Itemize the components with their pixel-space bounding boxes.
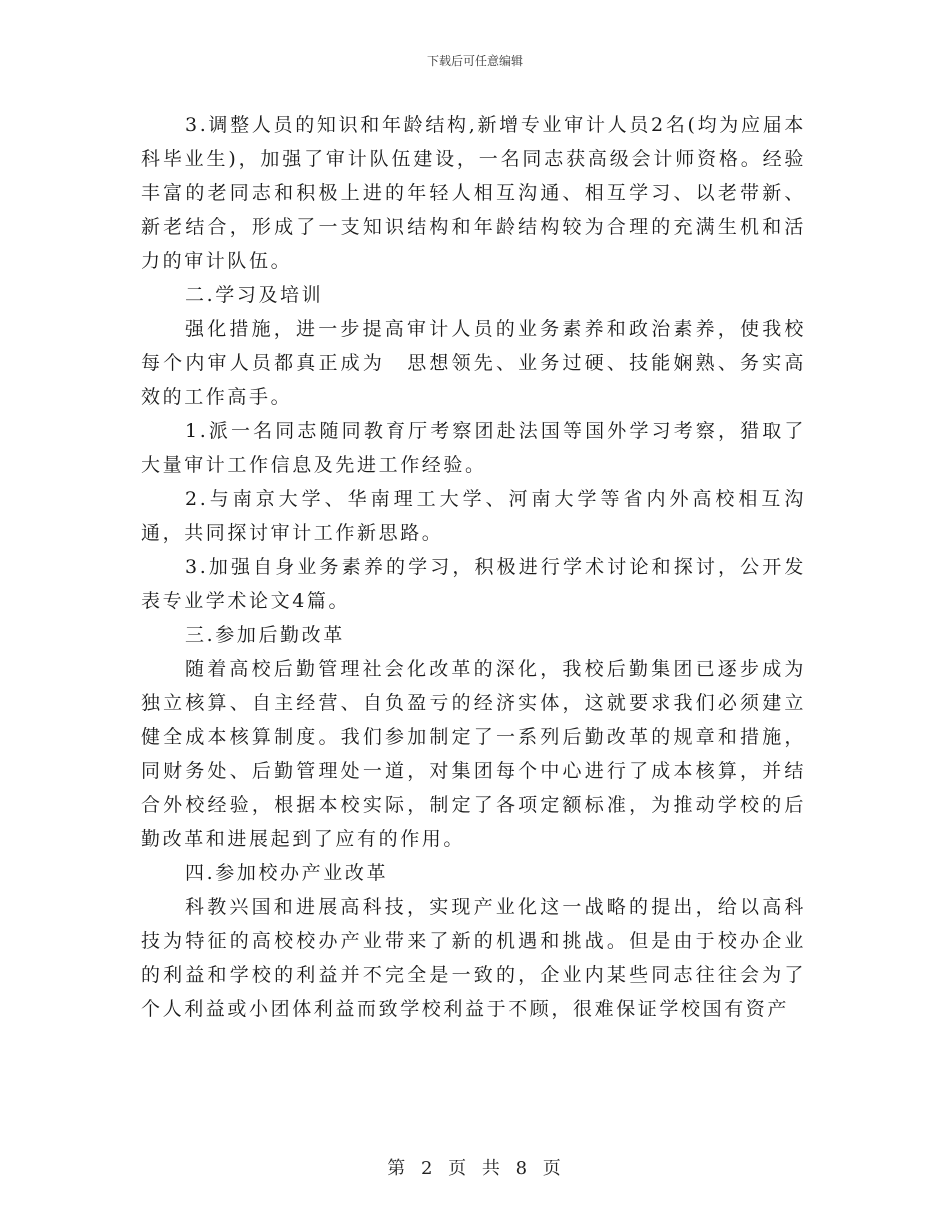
page-number: 第 2 页 共 8 页 xyxy=(387,1158,563,1179)
section-heading-training: 二.学习及培训 xyxy=(185,284,324,306)
paragraph-training-intro: 强化措施，进一步提高审计人员的业务素养和政治素养，使我校每个内审人员都真正成为 思想领先、业务过硬、技能娴熟、务实高效的工作高手。 xyxy=(141,318,806,408)
section-heading-industry: 四.参加校办产业改革 xyxy=(185,862,389,884)
paragraph-staff-structure: 3.调整人员的知识和年龄结构,新增专业审计人员2名(均为应届本科毕业生)，加强了审计队伍建设，一名同志获高级会计师资格。经验丰富的老同志和积极上进的年轻人相互沟通、相互学习、以老带新、新老结合，形成了一支知识结构和年龄结构较为合理的充满生机和活力的审计队伍。 xyxy=(141,114,806,272)
page-header-note: 下载后可任意编辑 xyxy=(426,54,523,68)
paragraph-industry-reform: 科教兴国和进展高科技，实现产业化这一战略的提出，给以高科技为特征的高校校办产业带来了新的机遇和挑战。但是由于校办企业的利益和学校的利益并不完全是一致的，企业内某些同志往往会为了个人利益或小团体利益而致学校利益于不顾，很难保证学校国有资产 xyxy=(141,896,806,1020)
paragraph-training-item-2: 2.与南京大学、华南理工大学、河南大学等省内外高校相互沟通，共同探讨审计工作新思路。 xyxy=(141,488,806,544)
document-body xyxy=(141,108,806,1026)
paragraph-logistics-reform: 随着高校后勤管理社会化改革的深化，我校后勤集团已逐步成为独立核算、自主经营、自负盈亏的经济实体，这就要求我们必须建立健全成本核算制度。我们参加制定了一系列后勤改革的规章和措施，同财务处、后勤管理处一道，对集团每个中心进行了成本核算，并结合外校经验，根据本校实际，制定了各项定额标准，为推动学校的后勤改革和进展起到了应有的作用。 xyxy=(141,658,806,850)
paragraph-training-item-3: 3.加强自身业务素养的学习，积极进行学术讨论和探讨，公开发表专业学术论文4篇。 xyxy=(141,556,806,612)
paragraph-training-item-1: 1.派一名同志随同教育厅考察团赴法国等国外学习考察，猎取了大量审计工作信息及先进工作经验。 xyxy=(141,420,806,476)
section-heading-logistics: 三.参加后勤改革 xyxy=(185,624,345,646)
